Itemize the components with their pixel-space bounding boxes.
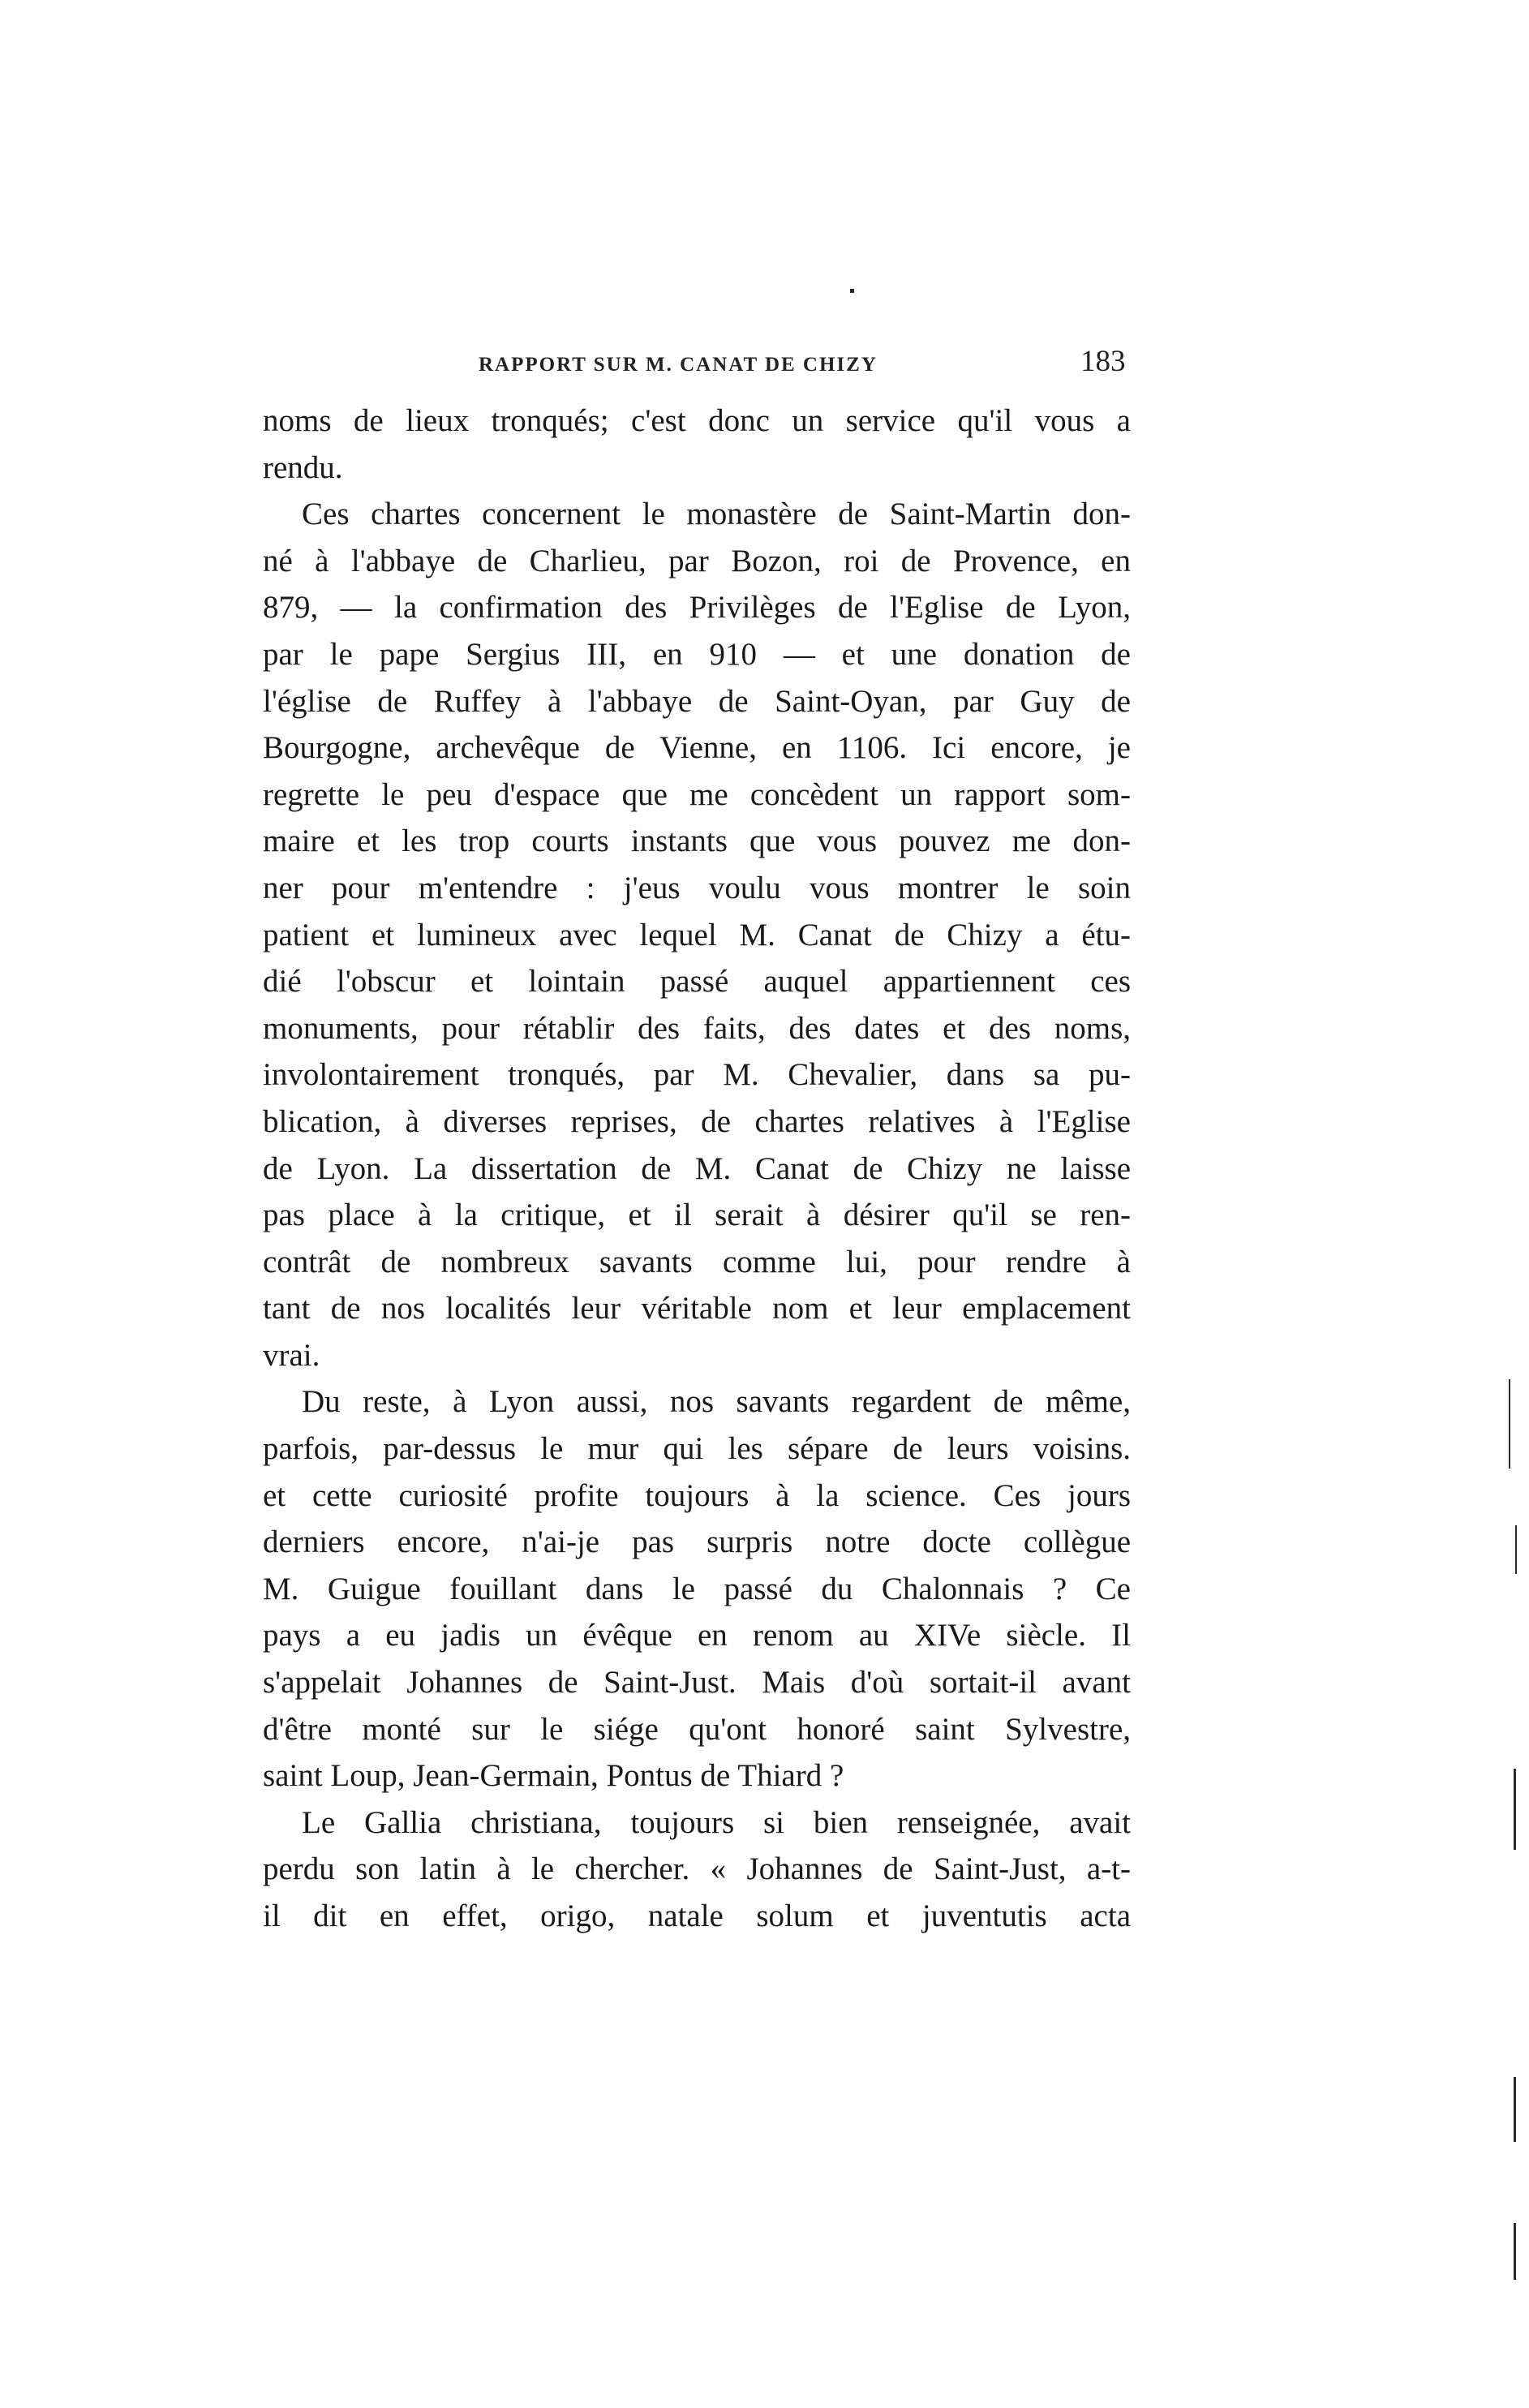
text-line: contrât de nombreux savants comme lui, pour rendre à xyxy=(263,1244,1131,1279)
text-line: s'appelait Johannes de Saint-Just. Mais d'où sortait-il avant xyxy=(263,1665,1131,1701)
text-line: M. Guigue fouillant dans le passé du Chalonnais ? Ce xyxy=(263,1571,1131,1606)
text-line: rendu. xyxy=(263,449,343,485)
text-line: noms de lieux tronqués; c'est donc un service qu'il vous a xyxy=(263,403,1131,438)
text-line: Bourgogne, archevêque de Vienne, en 1106. Ici encore, je xyxy=(263,730,1131,766)
text-line: Ces chartes concernent le monastère de Saint-Martin don- xyxy=(302,497,1131,532)
text-line: de Lyon. La dissertation de M. Canat de Chizy ne laisse xyxy=(263,1150,1131,1186)
text-line: patient et lumineux avec lequel M. Canat de Chizy a étu- xyxy=(263,917,1131,952)
text-line: parfois, par-dessus le mur qui les sépare de leurs voisins. xyxy=(263,1431,1131,1467)
text-line: pas place à la critique, et il serait à désirer qu'il se ren- xyxy=(263,1198,1131,1233)
text-line: perdu son latin à le chercher. « Johannes de Saint-Just, a-t- xyxy=(263,1851,1131,1887)
text-line: blication, à diverses reprises, de chartes relatives à l'Eglise xyxy=(263,1103,1131,1139)
text-line: saint Loup, Jean-Germain, Pontus de Thiard ? xyxy=(263,1758,844,1794)
running-head: RAPPORT SUR M. CANAT DE CHIZY xyxy=(479,354,878,376)
text-line: Le Gallia christiana, toujours si bien renseignée, avait xyxy=(302,1804,1131,1840)
text-line: 879, — la confirmation des Privilèges de l'Eglise de Lyon, xyxy=(263,590,1131,626)
scan-mark xyxy=(850,289,854,293)
scan-mark xyxy=(1514,1817,1516,1850)
text-line: derniers encore, n'ai-je pas surpris notre docte collègue xyxy=(263,1524,1131,1560)
text-line: pays a eu jadis un évêque en renom au XIVe siècle. Il xyxy=(263,1618,1131,1653)
text-line: dié l'obscur et lointain passé auquel appartiennent ces xyxy=(263,964,1131,1000)
scan-mark xyxy=(1509,1379,1510,1468)
page-number: 183 xyxy=(1080,345,1126,378)
scan-mark xyxy=(1514,2223,1516,2280)
text-line: tant de nos localités leur véritable nom et leur emplacement xyxy=(263,1291,1131,1327)
text-line: Du reste, à Lyon aussi, nos savants regardent de même, xyxy=(302,1384,1131,1420)
text-line: il dit en effet, origo, natale solum et juventutis acta xyxy=(263,1898,1131,1933)
text-line: vrai. xyxy=(263,1337,320,1373)
text-line: ner pour m'entendre : j'eus voulu vous montrer le soin xyxy=(263,870,1131,905)
text-line: par le pape Sergius III, en 910 — et une donation de xyxy=(263,636,1131,672)
scan-mark xyxy=(1515,1525,1517,1574)
text-line: maire et les trop courts instants que vous pouvez me don- xyxy=(263,823,1131,859)
text-line: et cette curiosité profite toujours à la science. Ces jours xyxy=(263,1477,1131,1513)
body-text xyxy=(263,398,1131,1940)
scan-mark xyxy=(1514,2077,1516,2142)
scan-mark xyxy=(1514,1769,1516,1817)
text-line: monuments, pour rétablir des faits, des dates et des noms, xyxy=(263,1010,1131,1046)
text-line: involontairement tronqués, par M. Chevalier, dans sa pu- xyxy=(263,1057,1131,1093)
text-line: d'être monté sur le siége qu'ont honoré saint Sylvestre, xyxy=(263,1711,1131,1747)
text-line: regrette le peu d'espace que me concèdent un rapport som- xyxy=(263,776,1131,812)
text-line: l'église de Ruffey à l'abbaye de Saint-Oyan, par Guy de xyxy=(263,683,1131,719)
text-line: né à l'abbaye de Charlieu, par Bozon, roi de Provence, en xyxy=(263,543,1131,578)
